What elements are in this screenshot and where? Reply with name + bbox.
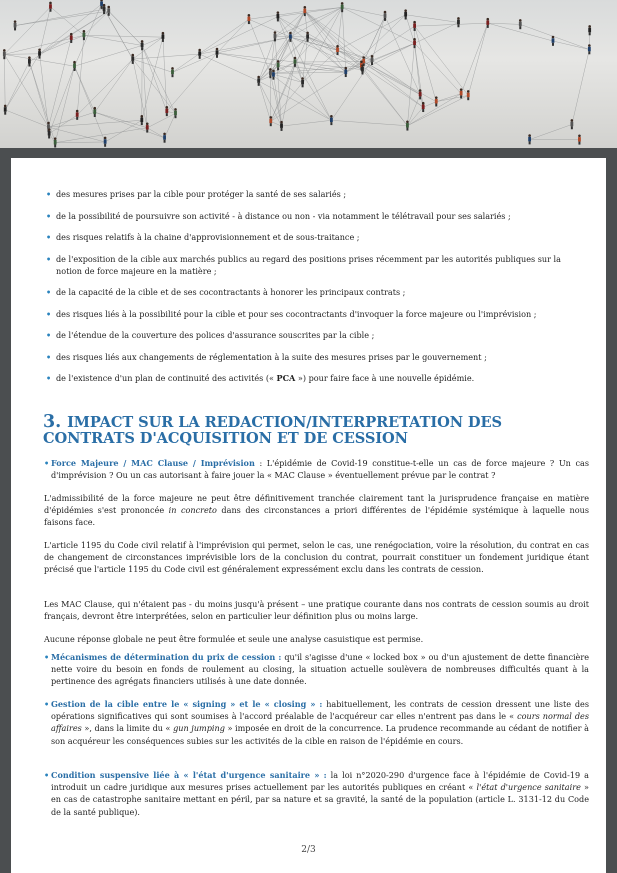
person-figure bbox=[141, 40, 144, 50]
network-line bbox=[40, 4, 102, 54]
network-line bbox=[270, 73, 302, 82]
person-figure bbox=[413, 38, 416, 48]
network-line bbox=[40, 54, 50, 134]
list-item: • de la possibilité de poursuivre son activité - à distance ou non - via notamment le télétravail pour ses salariés ; bbox=[46, 210, 586, 223]
network-line bbox=[290, 37, 331, 120]
network-line bbox=[95, 112, 165, 138]
person-figure bbox=[303, 6, 306, 16]
document-page bbox=[11, 158, 606, 873]
person-figure bbox=[588, 25, 591, 35]
network-line bbox=[84, 11, 109, 35]
reponse-paragraph: Aucune réponse globale ne peut être formulée et seule une analyse casuistique est permise. bbox=[44, 634, 424, 644]
person-figure bbox=[3, 49, 6, 59]
person-figure bbox=[289, 32, 292, 42]
network-line bbox=[364, 62, 437, 102]
person-figure bbox=[54, 137, 57, 147]
network-line bbox=[407, 107, 423, 126]
person-figure bbox=[277, 60, 280, 70]
person-figure bbox=[384, 11, 387, 21]
network-line bbox=[415, 43, 462, 93]
network-line bbox=[133, 59, 173, 72]
network-line bbox=[372, 60, 420, 94]
network-line bbox=[40, 7, 51, 54]
pca-term: PCA bbox=[276, 373, 296, 384]
network-line bbox=[200, 37, 291, 54]
person-figure bbox=[174, 108, 177, 118]
mecanismes-paragraph: • Mécanismes de détermination du prix de cession : qu'il s'agisse d'une « locked box » ou d'un ajustement de dette financière nette voire du besoin en fonds de roulement au closing, la situation actuelle soulèvera de nombreuses difficultés quant à la pertinence des agrégats financiers utilisés à une date donnée. bbox=[44, 651, 589, 688]
network-line bbox=[259, 81, 332, 120]
network-line bbox=[77, 59, 133, 115]
person-figure bbox=[486, 18, 489, 28]
network-line bbox=[142, 37, 163, 45]
network-line bbox=[200, 54, 259, 81]
network-line bbox=[406, 15, 459, 23]
person-figure bbox=[413, 21, 416, 31]
condition-suspensive-paragraph: • Condition suspensive liée à « l'état d'urgence sanitaire » : la loi n°2020-290 d'urgence face à l'épidémie de Covid-19 a introduit un cadre juridique aux mesures prises actuellement par les autorités publiques en créant « l'état d'urgence sanitaire » en cas de catastrophe sanitaire mettant en péril, par sa nature et sa gravité, la santé de la population (article L. 3131-12 du Code de la santé publique). bbox=[44, 769, 589, 818]
header-photo-network-crowd bbox=[0, 0, 617, 148]
network-line bbox=[364, 62, 424, 108]
network-line bbox=[415, 26, 469, 95]
person-figure bbox=[361, 64, 364, 74]
person-figure bbox=[146, 122, 149, 132]
person-figure bbox=[104, 137, 107, 147]
person-figure bbox=[70, 33, 73, 43]
network-line bbox=[4, 7, 50, 54]
person-figure bbox=[341, 2, 344, 12]
network-line bbox=[249, 19, 271, 73]
network-line bbox=[75, 4, 102, 66]
network-line bbox=[488, 23, 521, 24]
person-figure bbox=[269, 68, 272, 78]
network-line bbox=[331, 60, 372, 120]
network-line bbox=[305, 11, 338, 50]
person-figure bbox=[460, 88, 463, 98]
admissibilite-paragraph: L'admissibilité de la force majeure ne peut être définitivement tranchée clairement tant la jurisprudence française en matière d'épidémies s'est prononcée in concreto dans des circonstances a priori différentes de l'épidémie systémique à laquelle nous faisons face. bbox=[44, 493, 589, 528]
network-line bbox=[572, 49, 589, 124]
network-line bbox=[423, 102, 436, 108]
list-item: • de l'étendue de la couverture des polices d'assurance souscrites par la cible ; bbox=[46, 329, 586, 342]
network-line bbox=[346, 15, 406, 72]
network-line bbox=[342, 7, 385, 16]
person-figure bbox=[336, 45, 339, 55]
person-figure bbox=[4, 105, 7, 115]
network-line bbox=[305, 11, 346, 72]
network-line bbox=[75, 66, 95, 112]
network-line bbox=[372, 16, 385, 60]
network-line bbox=[5, 54, 39, 110]
network-line bbox=[15, 11, 109, 26]
list-item: • des risques liés aux changements de réglementation à la suite des mesures prises par le gouvernement ; bbox=[46, 351, 586, 364]
person-figure bbox=[198, 49, 201, 59]
list-item: • des risques relatifs à la chaine d'approvisionnement et de sous-traitance ; bbox=[46, 231, 586, 244]
person-figure bbox=[103, 4, 106, 14]
person-figure bbox=[528, 134, 531, 144]
person-figure bbox=[131, 54, 134, 64]
network-line bbox=[530, 124, 572, 139]
person-figure bbox=[344, 67, 347, 77]
person-figure bbox=[257, 76, 260, 86]
list-item: • des risques liés à la possibilité pour la cible et pour ses cocontractants d'invoquer la force majeure ou l'imprévision ; bbox=[46, 308, 586, 321]
network-line bbox=[361, 66, 423, 107]
network-line bbox=[48, 112, 94, 127]
network-line bbox=[468, 23, 488, 95]
person-figure bbox=[100, 0, 103, 9]
person-figure bbox=[419, 89, 422, 99]
person-figure bbox=[28, 56, 31, 66]
person-figure bbox=[435, 96, 438, 106]
person-figure bbox=[48, 128, 51, 138]
person-figure bbox=[272, 70, 275, 80]
network-line bbox=[407, 95, 468, 125]
person-figure bbox=[171, 67, 174, 77]
person-figure bbox=[552, 36, 555, 46]
list-item: • des mesures prises par la cible pour protéger la santé de ses salariés ; bbox=[46, 188, 586, 201]
network-line bbox=[338, 50, 362, 66]
person-figure bbox=[306, 32, 309, 42]
network-line bbox=[361, 43, 414, 65]
person-figure bbox=[457, 17, 460, 27]
network-line bbox=[4, 54, 39, 55]
network-line bbox=[520, 24, 589, 49]
network-line bbox=[142, 37, 163, 120]
network-illustration bbox=[0, 0, 617, 148]
person-figure bbox=[216, 48, 219, 58]
network-line bbox=[50, 7, 83, 35]
network-line bbox=[49, 66, 74, 133]
mac-clause-paragraph: Les MAC Clause, qui n'étaient pas - du moins jusqu'à présent – une pratique courante dans nos contrats de cession soumis au droit français, devront être interprétées, selon en particulier leur définition plus ou moins large. bbox=[44, 599, 589, 622]
network-line bbox=[282, 120, 332, 126]
person-figure bbox=[93, 107, 96, 117]
network-line bbox=[5, 62, 29, 110]
network-line bbox=[15, 9, 104, 25]
network-line bbox=[295, 62, 331, 120]
person-figure bbox=[73, 61, 76, 71]
network-line bbox=[102, 4, 133, 59]
article-1195-paragraph: L'article 1195 du Code civil relatif à l'imprévision qui permet, selon le cas, une renégociation, voire la résolution, du contrat en cas de changement de circonstances imprévisible lors de la conclusion du contrat, pourrait constituer un fondement juridique étant précisé que l'article 1195 du Code civil est généralement expressément exclu dans les contrats de cession. bbox=[44, 540, 589, 575]
force-majeure-paragraph: • Force Majeure / MAC Clause / Imprévision : L'épidémie de Covid-19 constitue-t-elle un cas de force majeure ? Un cas d'imprévision ? Ou un cas autorisant à faire jouer la « MAC Clause » éventuellement prévue par le contrat ? bbox=[44, 457, 589, 481]
person-figure bbox=[406, 120, 409, 130]
network-line bbox=[84, 35, 163, 37]
person-figure bbox=[163, 133, 166, 143]
person-figure bbox=[422, 102, 425, 112]
list-item: • de l'exposition de la cible aux marchés publics au regard des positions prises récemment par les autorités publiques sur la notion de force majeure en la matière ; bbox=[46, 253, 586, 278]
person-figure bbox=[49, 2, 52, 12]
section-heading bbox=[43, 412, 591, 447]
network-line bbox=[415, 22, 459, 43]
network-line bbox=[407, 43, 414, 125]
network-line bbox=[172, 19, 248, 72]
network-line bbox=[553, 41, 589, 49]
page-number: 2/3 bbox=[301, 845, 316, 855]
network-line bbox=[147, 128, 164, 138]
network-line bbox=[48, 38, 71, 127]
network-line bbox=[48, 120, 141, 127]
person-figure bbox=[276, 11, 279, 21]
person-figure bbox=[280, 121, 283, 131]
person-figure bbox=[519, 19, 522, 29]
section-title: IMPACT SUR LA REDACTION/INTERPRETATION DES CONTRATS D'ACQUISITION ET DE CESSION bbox=[43, 414, 502, 447]
network-line bbox=[4, 54, 48, 127]
network-line bbox=[95, 59, 133, 112]
network-line bbox=[407, 94, 461, 126]
network-line bbox=[407, 95, 420, 126]
person-figure bbox=[467, 90, 470, 100]
person-figure bbox=[247, 14, 250, 24]
network-line bbox=[48, 127, 105, 142]
network-line bbox=[271, 72, 346, 121]
network-line bbox=[40, 11, 109, 54]
network-line bbox=[295, 62, 364, 63]
network-line bbox=[142, 45, 175, 113]
network-line bbox=[415, 26, 437, 102]
network-line bbox=[133, 59, 176, 113]
network-line bbox=[172, 53, 217, 72]
person-figure bbox=[76, 110, 79, 120]
person-figure bbox=[14, 20, 17, 30]
person-figure bbox=[38, 48, 41, 58]
section-number: 3. bbox=[43, 412, 62, 432]
person-figure bbox=[107, 6, 110, 16]
network-line bbox=[305, 11, 362, 65]
network-line bbox=[165, 113, 176, 138]
person-figure bbox=[588, 44, 591, 54]
network-line bbox=[55, 128, 147, 143]
person-figure bbox=[269, 116, 272, 126]
person-figure bbox=[294, 57, 297, 67]
person-figure bbox=[162, 32, 165, 42]
criteria-bullet-list bbox=[46, 188, 586, 394]
network-line bbox=[5, 110, 48, 127]
network-line bbox=[331, 120, 407, 125]
person-figure bbox=[570, 119, 573, 129]
person-figure bbox=[140, 115, 143, 125]
network-line bbox=[217, 37, 290, 53]
network-line bbox=[338, 7, 343, 50]
person-figure bbox=[274, 31, 277, 41]
network-line bbox=[4, 54, 5, 110]
network-line bbox=[105, 120, 142, 142]
person-figure bbox=[330, 115, 333, 125]
network-line bbox=[217, 53, 295, 62]
person-figure bbox=[301, 77, 304, 87]
person-figure bbox=[404, 9, 407, 19]
network-line bbox=[95, 112, 147, 128]
person-figure bbox=[83, 30, 86, 40]
network-line bbox=[271, 121, 282, 126]
list-item-pca: • de l'existence d'un plan de continuité des activités (« PCA ») pour faire face à une nouvelle épidémie. bbox=[46, 372, 586, 385]
network-line bbox=[55, 142, 105, 143]
network-line bbox=[461, 23, 488, 94]
list-item: • de la capacité de la cible et de ses cocontractants à honorer les principaux contrats ; bbox=[46, 286, 586, 299]
person-figure bbox=[371, 55, 374, 65]
gestion-paragraph: • Gestion de la cible entre le « signing » et le « closing » : habituellement, les contrats de cession dressent une liste des opérations significatives qui sont soumises à l'accord préalable de l'acquéreur car elles n'entrent pas dans le « cours normal des affaires », dans la limite du « gun jumping » imposée en droit de la concurrence. La prudence recommande au cédant de notifier à son acquéreur les conséquences subies sur les activités de la cible en raison de l'épidémie en cours. bbox=[44, 698, 589, 747]
person-figure bbox=[578, 134, 581, 144]
network-line bbox=[290, 37, 362, 70]
person-figure bbox=[165, 106, 168, 116]
network-line bbox=[147, 113, 175, 127]
network-line bbox=[167, 53, 217, 111]
